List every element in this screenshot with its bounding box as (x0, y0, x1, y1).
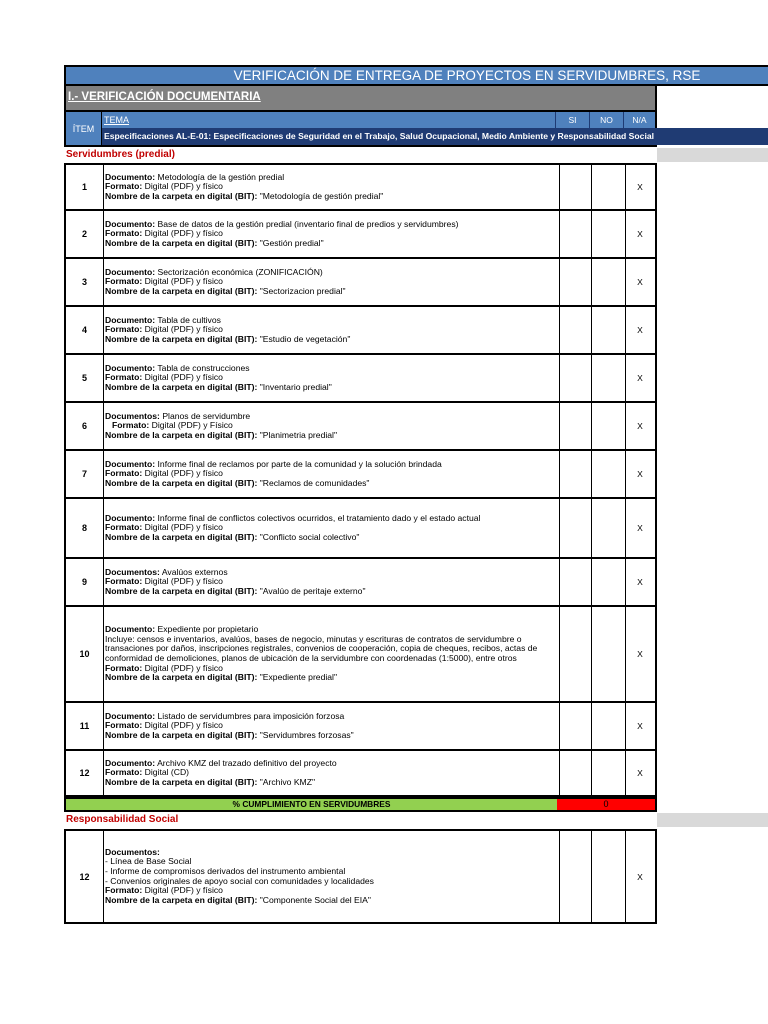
table-row (64, 751, 657, 797)
cell-na[interactable]: X (637, 871, 643, 882)
carpeta-line: Nombre de la carpeta en digital (BIT): "Expediente predial" (105, 672, 338, 683)
row-number: 11 (66, 703, 104, 749)
doc-line: Documento: Metodología de la gestión predial (105, 171, 285, 182)
cell-si[interactable] (557, 355, 592, 401)
formato-line: Formato: Digital (PDF) y físico (105, 576, 223, 587)
row-number: 2 (66, 211, 104, 257)
formato-line: Formato: Digital (PDF) y físico (105, 662, 223, 673)
row-description (103, 451, 560, 497)
category-label: Servidumbres (predial) (66, 149, 175, 160)
carpeta-line: Nombre de la carpeta en digital (BIT): "Avalúo de peritaje externo" (105, 585, 366, 596)
cell-na[interactable]: X (637, 277, 643, 287)
cell-na[interactable]: X (637, 523, 643, 533)
row-number: 6 (66, 403, 104, 449)
formato-line: Formato: Digital (PDF) y físico (105, 372, 223, 383)
row-description (103, 831, 560, 922)
cell-no[interactable] (591, 499, 626, 557)
section-title: I.- VERIFICACIÓN DOCUMENTARIA (64, 86, 657, 110)
compliance-row (64, 797, 657, 812)
row-description (103, 703, 560, 749)
doc-line: Documento: Listado de servidumbres para imposición forzosa (105, 710, 345, 721)
row-number: 9 (66, 559, 104, 605)
formato-line: Formato: Digital (PDF) y físico (105, 468, 223, 479)
category-servidumbres (64, 148, 768, 162)
formato-line: Formato: Digital (CD) (105, 767, 190, 778)
table-row (64, 559, 657, 607)
formato-line: Formato: Digital (PDF) y físico (105, 181, 223, 192)
carpeta-line: Nombre de la carpeta en digital (BIT): "Inventario predial" (105, 381, 332, 392)
row-number: 10 (66, 607, 104, 701)
carpeta-line: Nombre de la carpeta en digital (BIT): "Estudio de vegetación" (105, 333, 351, 344)
cell-no[interactable] (591, 307, 626, 353)
cell-si[interactable] (557, 751, 592, 795)
header-item: ÍTEM (66, 112, 102, 145)
doc-line: Documento: Sectorización económica (ZONIFICACIÓN) (105, 266, 323, 277)
cell-na[interactable]: X (637, 649, 643, 659)
row-description (103, 559, 560, 605)
header-tema: TEMA (102, 112, 555, 128)
cell-no[interactable] (591, 751, 626, 795)
formato-line: Formato: Digital (PDF) y físico (105, 522, 223, 533)
doc-line: Documento: Informe final de conflictos colectivos ocurridos, el tratamiento dado y el estado actual (105, 512, 481, 523)
carpeta-line: Nombre de la carpeta en digital (BIT): "Componente Social del EIA" (105, 894, 371, 905)
category-social (64, 813, 768, 827)
row-description (103, 307, 560, 353)
formato-line: Formato: Digital (PDF) y físico (105, 720, 223, 731)
table-row (64, 211, 657, 259)
table-row (64, 607, 657, 703)
cell-na[interactable]: X (637, 229, 643, 239)
formato-line: Formato: Digital (PDF) y físico (105, 324, 223, 335)
header-na: N/A (623, 112, 655, 128)
table-row (64, 355, 657, 403)
category-label: Responsabilidad Social (66, 814, 179, 825)
carpeta-line: Nombre de la carpeta en digital (BIT): "Reclamos de comunidades" (105, 477, 370, 488)
carpeta-line: Nombre de la carpeta en digital (BIT): "Gestión predial" (105, 237, 324, 248)
header-no: NO (589, 112, 623, 128)
cell-si[interactable] (557, 831, 592, 922)
cell-si[interactable] (557, 451, 592, 497)
table-row (64, 307, 657, 355)
cell-na[interactable]: X (637, 721, 643, 731)
row-description (103, 211, 560, 257)
cell-no[interactable] (591, 703, 626, 749)
row-description (103, 499, 560, 557)
doc-item: - Informe de compromisos derivados del instrumento ambiental (105, 865, 346, 876)
carpeta-line: Nombre de la carpeta en digital (BIT): "Metodología de gestión predial" (105, 190, 384, 201)
formato-line: Formato: Digital (PDF) y físico (105, 885, 223, 896)
row-description (103, 165, 560, 209)
cell-no[interactable] (591, 259, 626, 305)
cell-si[interactable] (557, 211, 592, 257)
row-number: 5 (66, 355, 104, 401)
row-description (103, 355, 560, 401)
carpeta-line: Nombre de la carpeta en digital (BIT): "Sectorizacion predial" (105, 285, 346, 296)
cell-no[interactable] (591, 607, 626, 701)
row-number: 4 (66, 307, 104, 353)
table-row (64, 403, 657, 451)
table-row (64, 163, 657, 211)
cell-si[interactable] (557, 703, 592, 749)
row-number: 3 (66, 259, 104, 305)
carpeta-line: Nombre de la carpeta en digital (BIT): "Planimetria predial" (105, 429, 337, 440)
doc-item: - Convenios originales de apoyo social con comunidades y localidades (105, 875, 374, 886)
row-description (103, 259, 560, 305)
doc-line: Documento: Informe final de reclamos por parte de la comunidad y la solución brindada (105, 458, 442, 469)
cell-na[interactable]: X (637, 373, 643, 383)
row-number: 12 (66, 831, 104, 922)
doc-line: Documentos: Avalúos externos (105, 566, 228, 577)
header-spec: Especificaciones AL-E-01: Especificaciones de Seguridad en el Trabajo, Salud Ocupacional, Medio Ambiente y Responsabilidad Social (102, 128, 768, 145)
row-description (103, 403, 560, 449)
cell-si[interactable] (557, 607, 592, 701)
cell-na[interactable]: X (637, 469, 643, 479)
cell-na[interactable]: X (637, 577, 643, 587)
row-number: 1 (66, 165, 104, 209)
doc-item: - Línea de Base Social (105, 856, 192, 867)
row-description (103, 607, 560, 701)
cell-no[interactable] (591, 403, 626, 449)
cell-si[interactable] (557, 307, 592, 353)
cell-no[interactable] (591, 831, 626, 922)
compliance-label: % CUMPLIMIENTO EN SERVIDUMBRES (66, 799, 557, 810)
cell-na[interactable]: X (637, 182, 643, 192)
doc-line: Documento: Tabla de construcciones (105, 362, 250, 373)
formato-line: Formato: Digital (PDF) y Físico (112, 420, 233, 431)
cell-no[interactable] (591, 451, 626, 497)
doc-extra: Incluye: censos e inventarios, avalúos, bases de negocio, minutas y escrituras de contratos de servidumbre o transaciones por daños, inscripciones registrales, convenios de cooperación, copia de cheques, recibos, actas de conformidad de demoliciones, planos de ubicación de la servidumbre con coordenadas (1:5000), entre otros (105, 633, 538, 663)
cell-si[interactable] (557, 559, 592, 605)
table-row (64, 451, 657, 499)
doc-line: Documentos: Planos de servidumbre (105, 410, 251, 421)
doc-line: Documento: Base de datos de la gestión predial (inventario final de predios y servidumbres) (105, 218, 459, 229)
doc-label: Documentos: (105, 846, 160, 857)
cell-na[interactable]: X (637, 768, 643, 778)
doc-line: Documento: Archivo KMZ del trazado definitivo del proyecto (105, 757, 337, 768)
cell-si[interactable] (557, 499, 592, 557)
cell-no[interactable] (591, 211, 626, 257)
carpeta-line: Nombre de la carpeta en digital (BIT): "Archivo KMZ" (105, 776, 316, 787)
cell-si[interactable] (557, 259, 592, 305)
cell-si[interactable] (557, 165, 592, 209)
doc-line: Documento: Tabla de cultivos (105, 314, 221, 325)
formato-line: Formato: Digital (PDF) y físico (105, 228, 223, 239)
cell-na[interactable]: X (637, 421, 643, 431)
carpeta-line: Nombre de la carpeta en digital (BIT): "Servidumbres forzosas" (105, 729, 354, 740)
cell-no[interactable] (591, 355, 626, 401)
table-row (64, 829, 657, 924)
carpeta-line: Nombre de la carpeta en digital (BIT): "Conflicto social colectivo" (105, 531, 360, 542)
compliance-value: 0 (557, 799, 655, 810)
cell-si[interactable] (557, 403, 592, 449)
cell-na[interactable]: X (637, 325, 643, 335)
row-description (103, 751, 560, 795)
table-row (64, 703, 657, 751)
row-number: 7 (66, 451, 104, 497)
doc-line: Documento: Expediente por propietario (105, 624, 259, 635)
table-row (64, 259, 657, 307)
header-si: SI (555, 112, 589, 128)
formato-line: Formato: Digital (PDF) y físico (105, 276, 223, 287)
page-title: VERIFICACIÓN DE ENTREGA DE PROYECTOS EN SERVIDUMBRES, RSE (64, 65, 768, 86)
cell-no[interactable] (591, 559, 626, 605)
table-row (64, 499, 657, 559)
cell-no[interactable] (591, 165, 626, 209)
row-number: 8 (66, 499, 104, 557)
row-number: 12 (66, 751, 104, 795)
